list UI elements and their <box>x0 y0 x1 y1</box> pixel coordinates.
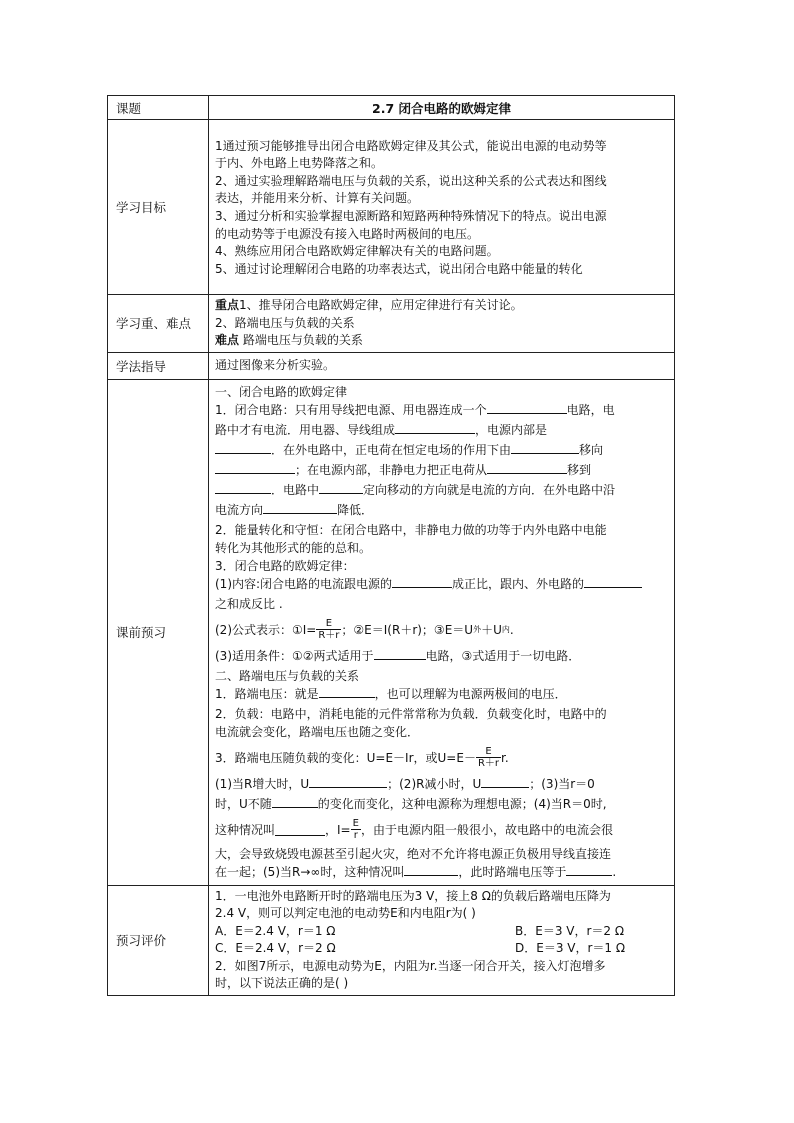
formula-fraction: $\frac{E}{r}$ <box>352 818 359 842</box>
fill-blank <box>566 863 612 876</box>
method-row <box>108 352 675 379</box>
fill-blank <box>309 775 387 788</box>
option-d: D．E＝3 V，r＝1 Ω <box>515 941 626 956</box>
option-b: B．E＝3 V，r＝2 Ω <box>515 923 625 938</box>
evaluation-label: 预习评价 <box>108 885 209 995</box>
option-c: C．E＝2.4 V，r＝2 Ω <box>215 941 336 956</box>
fill-blank <box>395 421 475 434</box>
key-point-2: 2、路端电压与负载的关系 <box>215 315 355 330</box>
formula-line: 3．路端电压随负载的变化：U=E－Ir，或U=E－ $\frac{E}{R+r}$ r. <box>215 746 509 770</box>
goals-content <box>209 120 675 295</box>
fill-blank <box>392 575 452 588</box>
formula-fraction: $\frac{E}{R+r}$ <box>318 618 340 642</box>
difficulty-text: 路端电压与负载的关系 <box>239 333 363 348</box>
goal-line: 1通过预习能够推导出闭合电路欧姆定律及其公式，能说出电源的电动势等 <box>215 138 607 153</box>
fill-blank <box>487 461 567 474</box>
fill-blank <box>374 647 426 660</box>
method-text: 通过图像来分析实验。 <box>209 352 675 379</box>
fill-blank <box>404 863 458 876</box>
lesson-table <box>107 95 675 996</box>
goal-line: 3、通过分析和实验掌握电源断路和短路两种特殊情况下的特点。说出电源 <box>215 209 607 223</box>
goals-label: 学习目标 <box>108 120 209 295</box>
title-row <box>108 96 675 120</box>
formula-line: (2)公式表示：①I= $\frac{E}{R+r}$ ；②E＝I(R＋r)；③E＝U 外 ＋U 内 . <box>215 618 514 642</box>
fill-blank <box>215 441 271 454</box>
formula-fraction: $\frac{E}{R+r}$ <box>477 746 500 770</box>
fill-blank <box>481 775 529 788</box>
lesson-title: 2.7 闭合电路的欧姆定律 <box>209 96 675 120</box>
fill-blank <box>319 481 363 494</box>
section-2-title: 二、路端电压与负载的关系 <box>215 668 360 683</box>
evaluation-content: 1．一电池外电路断开时的路端电压为3 V，接上8 Ω的负载后路端电压降为 2.4 V，则可以判定电池的电动势E和内电阻r为( ) A．E＝2.4 V，r＝1 Ω B．E＝3 V，r＝2 Ω C．E＝2.4 V，r＝2 Ω D．E＝3 V，r＝1 Ω 2．如图7所示，电源电动势为E，内阻为r.当逐一闭合开关，接入灯泡增多 时，以下说法正确的是( ) <box>209 885 675 995</box>
question-2: 2．如图7所示，电源电动势为E，内阻为r.当逐一闭合开关，接入灯泡增多 <box>215 958 606 973</box>
goal-line: 表达，并能用来分析、计算有关问题。 <box>215 191 420 206</box>
fill-blank <box>263 501 337 514</box>
key-points-label: 学习重、难点 <box>108 295 209 353</box>
fill-blank <box>215 481 271 494</box>
fill-blank <box>272 795 318 808</box>
fill-blank <box>584 575 642 588</box>
preview-label: 课前预习 <box>108 379 209 885</box>
goals-row <box>108 120 675 295</box>
goal-line: 5、通过讨论理解闭合电路的功率表达式，说出闭合电路中能量的转化 <box>215 261 583 276</box>
goal-line: 于内、外电路上电势降落之和。 <box>215 156 384 171</box>
key-points-content <box>209 295 675 353</box>
fill-blank <box>487 401 567 414</box>
fill-blank <box>275 823 325 836</box>
question-1: 1．一电池外电路断开时的路端电压为3 V，接上8 Ω的负载后路端电压降为 <box>215 888 611 903</box>
goal-line: 4、熟练应用闭合电路欧姆定律解决有关的电路问题。 <box>215 244 499 259</box>
goal-line: 2、通过实验理解路端电压与负载的关系，说出这种关系的公式表达和图线 <box>215 173 607 188</box>
evaluation-row <box>108 885 675 995</box>
key-point-1: 1、推导闭合电路欧姆定律，应用定律进行有关讨论。 <box>239 298 523 312</box>
section-1-title: 一、闭合电路的欧姆定律 <box>215 384 348 399</box>
key-tag: 重点 <box>215 298 240 312</box>
question-1-options <box>215 923 668 941</box>
preview-content: 一、闭合电路的欧姆定律 1．闭合电路：只有用导线把电源、用电器连成一个 电路，电 路中才有电流．用电器、导线组成 ，电源内部是 ．在外电路中，正电荷在恒定电场的作用下由 移向 ；在电源内部，非静电力把正电荷从 移到 ．电路中 定向移动的方向就是电流的方向．在外电路中沿 电流方向 降低． 2．能量转化和守恒：在闭合电路中，非静电力做的功等于内外电路中电能 转化为其他形式的能的总和。 3．闭合电路的欧姆定律： (1)内容:闭合电路的电流跟电源的 成正比，跟内、外电路的 之和成反比 . (2)公式表示：①I= $\frac{E}{R+r}$ ；②E＝I(R＋r)；③E＝U 外 ＋U 内 . (3)适用条件：①②两式适用于 电路，③式适用于一切电路． 二、路端电压与负载的关系 1．路端电压：就是 ，也可以理解为电源两极间的电压． 2．负载：电路中，消耗电能的元件常常称为负载．负载变化时，电路中的 电流就会变化，路端电压也随之变化． 3．路端电压随负载的变化：U=E－Ir，或U=E－ $\frac{E}{R+r}$ r. (1)当R增大时，U ；(2)R减小时，U ；(3)当r＝0 时，U不随 的变化而变化，这种电源称为理想电源；(4)当R＝0时, 这种情况叫 ，I= $\frac{E}{r}$ ，由于电源内阻一般很小，故电路中的电流会很 大，会导致烧毁电源甚至引起火灾，绝对不允许将电源正负极用导线直接连 在一起；(5)当R→∞时，这种情况叫 ，此时路端电压等于 . <box>209 379 675 885</box>
key-points-row <box>108 295 675 353</box>
method-label: 学法指导 <box>108 352 209 379</box>
fill-blank <box>319 685 375 698</box>
fill-blank <box>215 461 295 474</box>
topic-label: 课题 <box>108 96 209 120</box>
preview-row <box>108 379 675 885</box>
fill-blank <box>511 441 579 454</box>
option-a: A．E＝2.4 V，r＝1 Ω <box>215 923 336 938</box>
goal-line: 的电动势等于电源没有接入电路时两极间的电压。 <box>215 226 480 241</box>
difficulty-tag: 难点 <box>215 333 240 348</box>
